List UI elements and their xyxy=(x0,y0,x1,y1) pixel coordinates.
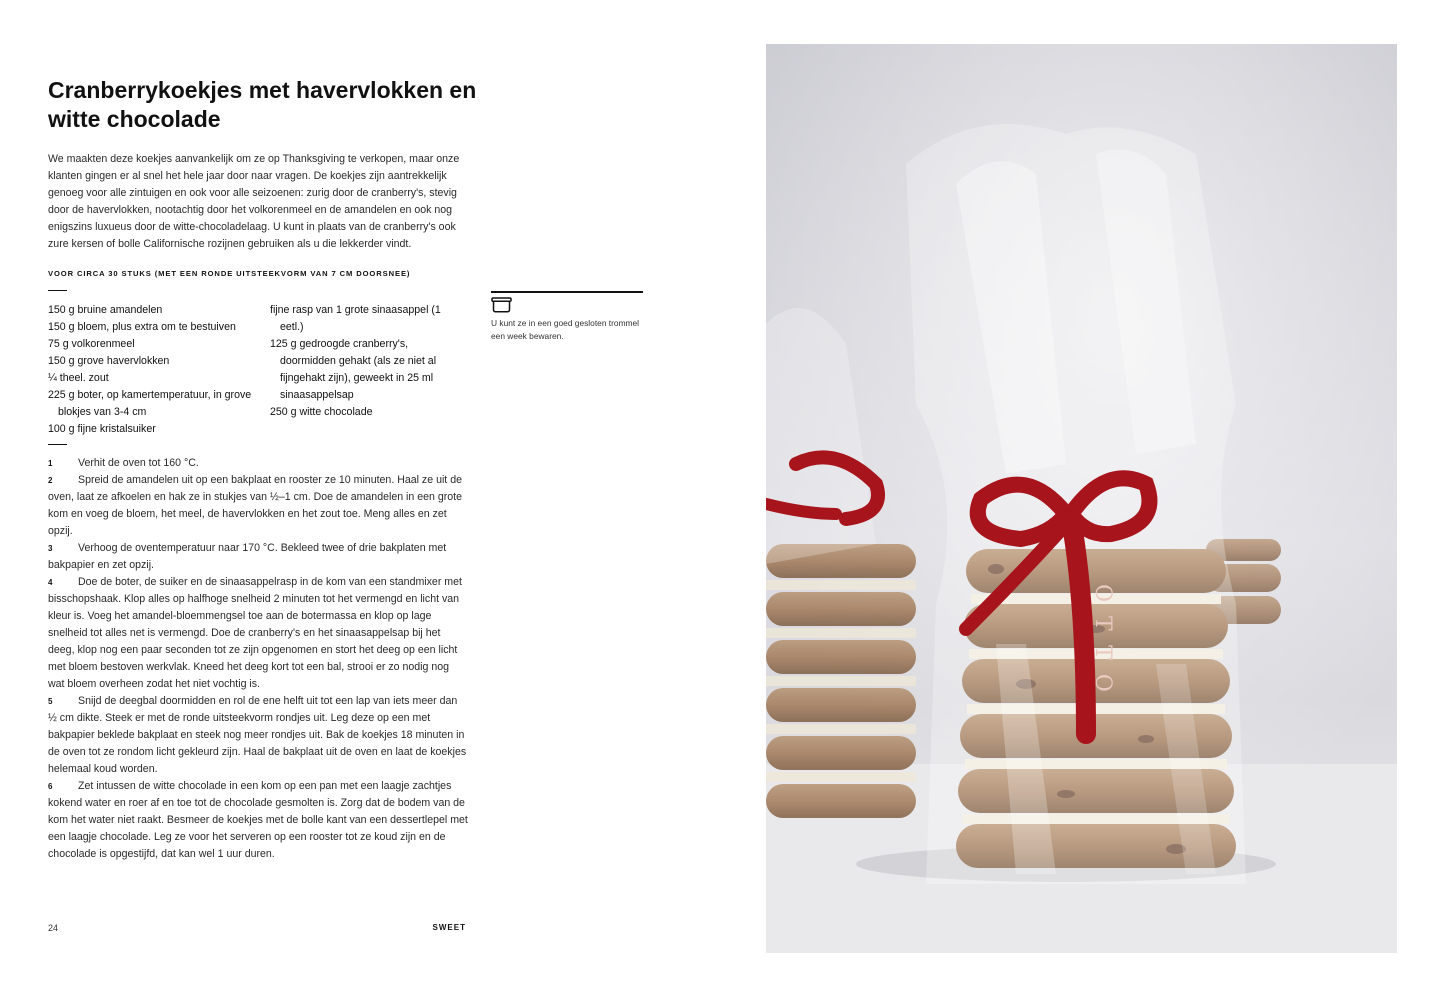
step-number: 5 xyxy=(48,697,53,706)
ingredient-item: ¼ theel. zout xyxy=(48,372,109,384)
divider xyxy=(48,444,67,445)
method-step xyxy=(48,693,468,778)
ingredients-column-1 xyxy=(48,302,253,438)
method-step xyxy=(48,574,468,693)
section-label: SWEET xyxy=(432,923,466,932)
method-step xyxy=(48,455,468,472)
ingredient-item: 250 g witte chocolade xyxy=(270,406,373,418)
ingredient-item: 150 g bruine amandelen xyxy=(48,304,163,316)
step-number: 6 xyxy=(48,782,53,791)
step-text: Verhit de oven tot 160 °C. xyxy=(78,457,199,469)
recipe-intro: We maakten deze koekjes aanvankelijk om ze op Thanksgiving te verkopen, maar onze klanten gingen er al snel het hele jaar door naar vragen. De koekjes zijn aantrekkelijk genoeg voor alle zintuigen en ook voor alle seizoenen: zurig door de cranberry's, stevig door de havervlokken, nootachtig door het volkorenmeel en de amandelen en ook nog enigszins luxueus door de witte-chocoladelaag. U kunt in plaats van de cranberry's ook zure kersen of bolle Californische rozijnen gebruiken als u die lekkerder vindt. xyxy=(48,153,460,250)
ingredient-item: 100 g fijne kristalsuiker xyxy=(48,423,156,435)
step-text: Spreid de amandelen uit op een bakplaat en rooster ze 10 minuten. Haal ze uit de oven, laat ze afkoelen en hak ze in stukjes van ½–1 cm. Doe de amandelen in een grote kom en voeg de bloem, het meel, de havervlokken en het zout toe. Meng alles en zet opzij. xyxy=(48,474,463,537)
ingredient-item: 125 g gedroogde cranberry's, doormidden gehakt (als ze niet al fijngehakt zijn), geweekt in 25 ml sinaasappelsap xyxy=(270,338,437,401)
ingredient-item: 150 g grove havervlokken xyxy=(48,355,170,367)
ingredient-item: 150 g bloem, plus extra om te bestuiven xyxy=(48,321,236,333)
method-step xyxy=(48,778,468,863)
step-text: Snijd de deegbal doormidden en rol de ene helft uit tot een lap van iets meer dan ½ cm dikte. Steek er met de ronde uitsteekvorm rondjes uit. Leg deze op een met bakpapier beklede bakplaat en steek nog meer rondjes uit. Bak de koekjes 18 minuten in de oven tot ze rondom licht gekleurd zijn. Haal de bakplaat uit de oven en laat de koekjes helemaal koud worden. xyxy=(48,695,467,775)
method-step xyxy=(48,540,468,574)
step-text: Zet intussen de witte chocolade in een kom op een pan met een laagje zachtjes kokend water en roer af en toe tot de chocolade gesmolten is. Zorg dat de bodem van de kom het water niet raakt. Besmeer de koekjes met de bolle kant van een dessertlepel met een laagje chocolade. Leg ze voor het serveren op een rooster tot ze koud zijn en de chocolade is opgestijfd, dat kan wel 1 uur duren. xyxy=(48,780,468,860)
recipe-yield: VOOR CIRCA 30 STUKS (MET EEN RONDE UITSTEEKVORM VAN 7 CM DOORSNEE) xyxy=(48,269,411,278)
recipe-title: Cranberrykoekjes met havervlokken en witte chocolade xyxy=(48,77,477,132)
ingredients-column-2 xyxy=(270,302,460,421)
ingredient-item: 225 g boter, op kamertemperatuur, in grove blokjes van 3-4 cm xyxy=(48,389,252,418)
step-text: Doe de boter, de suiker en de sinaasappelrasp in de kom van een standmixer met bisschopshaak. Klop alles op halfhoge snelheid 2 minuten tot het vermengd en licht van kleur is. Voeg het amandel-bloemmengsel toe aan de botermassa en klop op lage snelheid tot alles net is vermengd. Doe de cranberry's en het sinaasappelsap bij het deeg, klop nog een paar seconden tot ze zijn opgenomen en stort het deeg op een licht met bloem bestoven werkvlak. Kneed het deeg kort tot een bal, strooi er zo nodig nog wat bloem overheen zodat het niet vochtig is. xyxy=(48,576,462,690)
ingredient-item: 75 g volkorenmeel xyxy=(48,338,135,350)
step-number: 4 xyxy=(48,578,53,587)
page-number: 24 xyxy=(48,923,59,933)
storage-tin-icon xyxy=(491,297,513,313)
divider xyxy=(48,290,67,291)
step-number: 3 xyxy=(48,544,53,553)
step-number: 1 xyxy=(48,459,53,468)
cookie-photo xyxy=(766,44,1397,953)
method-steps xyxy=(48,455,468,863)
step-text: Verhoog de oventemperatuur naar 170 °C. Bekleed twee of drie bakplaten met bakpapier en zet opzij. xyxy=(48,542,447,571)
ingredient-item: fijne rasp van 1 grote sinaasappel (1 eetl.) xyxy=(270,304,441,333)
tip-divider xyxy=(491,291,643,293)
method-step xyxy=(48,472,468,540)
step-number: 2 xyxy=(48,476,53,485)
cookies-in-bag-illustration xyxy=(766,44,1397,953)
ribbon-text: OTTO xyxy=(1090,584,1115,706)
tip-text: U kunt ze in een goed gesloten trommel een week bewaren. xyxy=(491,318,640,341)
back-cookie-stack xyxy=(766,544,916,818)
